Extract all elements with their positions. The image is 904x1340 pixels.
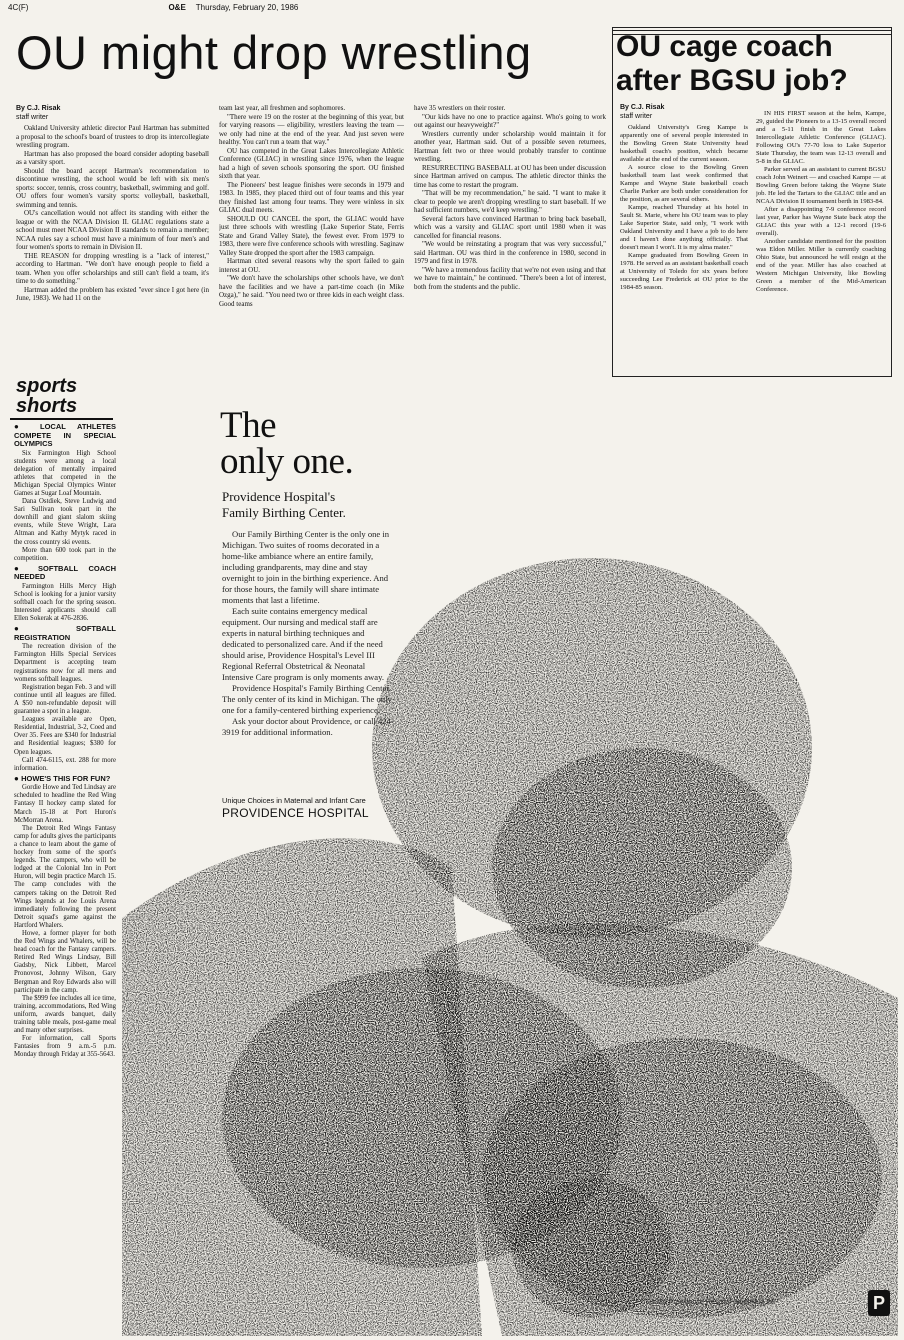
byline-name: By C.J. Risak [16, 105, 61, 112]
paragraph: RESURRECTING BASEBALL at OU has been under discussion since Hartman arrived on campus. The athletic director thinks the time has come to restart the program. [414, 163, 606, 189]
short-heading-text: SOFTBALL REGISTRATION [14, 624, 116, 642]
short-heading-text: HOWE'S THIS FOR FUN? [21, 773, 111, 783]
paragraph: The recreation division of the Farmington Hills Special Services Department is accepting team registrations now for all mens and womens softball leagues. [14, 643, 116, 683]
short-heading-text: LOCAL ATHLETES COMPETE IN SPECIAL OLYMPICS [14, 422, 116, 448]
paragraph: Oakland University's Greg Kampe is apparently one of several people interested in the Bowling Green State University head basketball coach's position, which became available at the end of the current season. [620, 124, 748, 163]
paragraph: "Our kids have no one to practice against. Who's going to work out against our heavyweight?" [414, 112, 606, 129]
heading-line: shorts [16, 395, 78, 417]
paragraph: "That will be my recommendation," he said. "I want to make it clear to people we aren't dropping wrestling to start baseball. If we had sufficient numbers, we'd keep wrestling." [414, 189, 606, 214]
ad-paragraph: Providence Hospital's Family Birthing Center. The only center of its kind in Michigan. The only one for a family-centered birthing experience. [222, 683, 392, 715]
paragraph: have 35 wrestlers on their roster. [414, 104, 506, 112]
short-heading-text: SOFTBALL COACH NEEDED [14, 563, 116, 582]
paragraph: Dana Ostdiek, Steve Ludwig and Sari Sullivan took part in the downhill and giant slalom skiing events, while Steve Wright, Lara Altman and Kathy Mytyk raced in the cross country ski events. [14, 498, 116, 546]
page-number: 4C(F) [8, 3, 29, 12]
paragraph: Hartman added the problem has existed "ever since I got here (in June, 1983). We had 11 on the [16, 285, 209, 302]
cage-coach-headline [616, 30, 888, 98]
paragraph: "We don't have the scholarships other schools have, we don't have the facilities and we have a part-time coach (in Mike Ozga)," he said. "You need two or three kids in each weight class. Good teams [219, 274, 404, 308]
paragraph: THE REASON for dropping wrestling is a "lack of interest," according to Hartman. "We don't have enough people to field a team. When you offer scholarships and still can't field a team, it's time to do something." [16, 251, 209, 285]
short-heading [14, 625, 116, 642]
short-heading [14, 565, 116, 582]
paragraph: "We would be reinstating a program that was very successful," said Hartman. OU was third in the conference in 1980, second in 1979 and first in 1978. [414, 240, 606, 265]
cage-coach-column-2 [756, 110, 886, 374]
sidebar-rule [10, 418, 113, 420]
paragraph: A source close to the Bowling Green basketball team last week confirmed that Kampe and Wayne State basketball coach Charlie Parker are both under consideration for the position, as are several others. [620, 164, 748, 203]
short-heading [14, 423, 116, 449]
paragraph: The $999 fee includes all ice time, training, accommodations, Red Wing uniform, awards banquet, daily training table meals, post-game meal and many other surprises. [14, 994, 116, 1035]
ad-headline [220, 405, 354, 482]
providence-logo-icon: P [868, 1290, 890, 1316]
paragraph: The Pioneers' best league finishes were seconds in 1979 and 1983. In 1985, they placed third out of four teams and this year they finished last among four teams. They were winless in six GLIAC dual meets. [219, 180, 404, 214]
paragraph: "We have a tremendous facility that we're not even using and that we have to maintain," he continued. "There's been a lot of interest, both from the students and the public. [414, 265, 606, 291]
ad-tagline: Unique Choices in Maternal and Infant Care [222, 796, 366, 805]
paragraph: Another candidate mentioned for the position was Eldon Miller. Miller is currently coaching Ohio State, but announced he will resign at the end of the year. Miller has also coached at Western Michigan University, like Bowling Green a member of the Mid-American Conference. [756, 238, 886, 293]
sports-shorts-column [14, 421, 116, 1333]
ad-credit: ©1986 Providence Hospital Southfield, MI [646, 1299, 776, 1306]
bullet-icon: ● [14, 773, 22, 783]
ad-brand-name: PROVIDENCE HOSPITAL [222, 806, 369, 820]
ad-paragraph: Each suite contains emergency medical equipment. Our nursing and medical staff are experts in natural birthing techniques and dedicated to personalized care. And if the need should arise, Providence Hospital's Level III Regional Referral Obstetrical & Neonatal Intensive Care program is only moments away. [222, 606, 384, 682]
ad-paragraph: Our Family Birthing Center is the only one in Michigan. Two suites of rooms decorated in a home-like ambiance where an entire family, including grandparents, may dine and stay overnight to join in the birthing experience. And for those hours, the family will share intimate moments that last a lifetime. [222, 529, 390, 605]
paragraph: Six Farmington High School students were among a local delegation of mentally impaired athletes that competed in the Michigan Special Olympics Winter Games at Sugar Loaf Mountain. [14, 449, 116, 497]
ad-headline-line: The [220, 405, 277, 446]
headline-line: after BGSU job? [616, 64, 848, 97]
ad-subheading-line: Providence Hospital's [222, 489, 336, 504]
issue-date: Thursday, February 20, 1986 [195, 3, 299, 12]
paragraph: "There were 19 on the roster at the beginning of this year, but for varying reasons — eligibility, wrestlers leaving the team — we only had nine at the end of the year. And just seven were healthy. You can't run a team that way." [219, 112, 404, 146]
bullet-icon: ● [14, 563, 39, 573]
paragraph: More than 600 took part in the competition. [14, 546, 116, 562]
bullet-icon: ● [14, 422, 40, 431]
ad-subheading [222, 489, 462, 521]
paragraph: The Detroit Red Wings Fantasy camp for adults gives the participants a chance to learn about the game of hockey from some of the sport's legends. The campers, who will be lodged at the Colonial Inn in Port Huron, will begin practice March 15. The camp concludes with the campers taking on the Detroit Red Wings legends at Joe Louis Arena immediately following the present Detroit squad's game against the Hartford Whalers. [14, 824, 116, 929]
paragraph: Hartman has also proposed the board consider adopting baseball as a varsity sport. [16, 149, 209, 166]
paragraph: Leagues available are Open, Residential, Industrial, 3-2, Coed and Over 35. Fees are $340 for Industrial and Residential leagues; $380 for Open leagues. [14, 716, 116, 756]
wrestling-headline: OU might drop wrestling [16, 26, 532, 79]
headline-line: OU cage coach [616, 30, 833, 63]
paragraph: Parker served as an assistant to current BGSU coach John Weinert — and coached Kampe — at Bowling Green before taking the Wayne State job. He led the Tartars to the GLIAC title and an NCAA Division II tournament berth in 1983-84. [756, 166, 886, 205]
heading-line: sports [16, 375, 78, 397]
paragraph: Should the board accept Hartman's recommendation to discontinue wrestling, the school would be left with six men's sports: soccer, tennis, cross country, basketball, swimming and golf. OU offers four women's varsity sports: volleyball, basketball, swimming and tennis. [16, 166, 209, 209]
byline-name: By C.J. Risak [620, 104, 665, 111]
cage-coach-byline [620, 103, 720, 121]
paragraph: IN HIS FIRST season at the helm, Kampe, 29, guided the Pioneers to a 13-15 overall record and a 5-11 finish in the Great Lakes Intercollegiate Athletic Conference (GLIAC). Following OU's 77-70 loss to Lake Superior State Thursday, the team was 12-13 overall and 5-8 in the GLIAC. [756, 110, 886, 165]
paragraph: team last year, all freshmen and sophomores. [219, 104, 346, 112]
ad-headline-line: only one. [220, 441, 354, 482]
paragraph: Howe, a former player for both the Red Wings and Whalers, will be head coach for the Fantasy campers. Retired Red Wings Lindsay, Bill Gadsby, Nick Libbett, Marcel Pronovost, Johnny Wilson, Gary Bergman and Roy Edwards also will participate in the camp. [14, 929, 116, 994]
paragraph: Several factors have convinced Hartman to bring back baseball, which was a varsity and GLIAC sport until 1980 when it was cancelled for financial reasons. [414, 214, 606, 240]
paragraph: After a disappointing 7-9 conference record last year, Parker has Wayne State back atop the GLIAC this year with a 12-1 record (19-6 overall). [756, 206, 886, 237]
wrestling-column-2 [219, 104, 404, 387]
wrestling-column-1 [16, 124, 209, 388]
paragraph: For information, call Sports Fantasies from 9 a.m.-5 p.m. Monday through Friday at 355-5643. [14, 1035, 116, 1059]
ad-subheading-line: Family Birthing Center. [222, 505, 346, 520]
paragraph: Farmington Hills Mercy High School is looking for a junior varsity softball coach for the spring season. Interested applicants should call Ellen Sokerak at 476-2836. [14, 582, 116, 623]
paragraph: Oakland University athletic director Paul Hartman has submitted a proposal to the school's board of trustees to drop its intercollegiate wrestling program. [16, 124, 209, 149]
paragraph: Kampe, reached Thursday at his hotel in Sault St. Marie, where his OU team was to play Lake Superior State, said only, "I work with Oakland University and I have a job to do here and I haven't done anything officially. That doesn't mean I won't. It is my alma mater." [620, 204, 748, 251]
wrestling-byline [16, 104, 116, 122]
cage-coach-column-1 [620, 124, 748, 374]
folio [8, 3, 608, 12]
paragraph: SHOULD OU CANCEL the sport, the GLIAC would have just three schools with wrestling (Lake Superior State, Ferris State and Grand Valley State), the fewest ever. From 1979 to 1983, there were five conference schools with wrestling. Saginaw Valley State dropped the sport after the 1983 campaign. [219, 214, 404, 257]
paragraph: Hartman cited several reasons why the sport failed to gain interest at OU. [219, 257, 404, 274]
paragraph: Registration began Feb. 3 and will continue until all leagues are filled. A $50 non-refundable deposit will guarantee a spot in a league. [14, 683, 116, 716]
paragraph: Wrestlers currently under scholarship would maintain it for another year, Hartman said. Out of a possible seven returnees, Hartman felt two or three would probably transfer to continue wrestling. [414, 129, 606, 163]
byline-role: staff writer [620, 113, 653, 120]
wrestling-column-3 [414, 104, 606, 372]
section-name: O&E [168, 3, 186, 12]
paragraph: Kampe graduated from Bowling Green in 1978. He served as an assistant basketball coach at University of Toledo for six years before succeeding Lee Frederick at OU prior to the 1984-85 season. [620, 252, 748, 291]
bullet-icon: ● [14, 624, 76, 634]
paragraph: Gordie Howe and Ted Lindsay are scheduled to headline the Red Wing Fantasy II hockey camp slated for March 15-18 at Port Huron's McMorran Arena. [14, 784, 116, 824]
ad-paragraph: Ask your doctor about Providence, or call 424-3919 for additional information. [222, 716, 394, 737]
ad-body-copy [222, 529, 397, 738]
short-heading [14, 775, 116, 784]
byline-role: staff writer [16, 114, 49, 121]
paragraph: OU's cancellation would not affect its standing with either the league or with the NCAA Division II. GLIAC regulations state a school must meet NCAA Division II standards to remain a member; NCAA rules say a school must have a minimum of four men's and four women's sports to remain in Division II. [16, 209, 209, 251]
paragraph: Call 474-6115, ext. 288 for more information. [14, 756, 116, 772]
sports-shorts-heading [16, 376, 116, 416]
paragraph: OU has competed in the Great Lakes Intercollegiate Athletic Conference (GLIAC) in wrestling since 1976, when the league had a high of seven schools sponsoring the sport. OU finished sixth that year. [219, 146, 404, 180]
